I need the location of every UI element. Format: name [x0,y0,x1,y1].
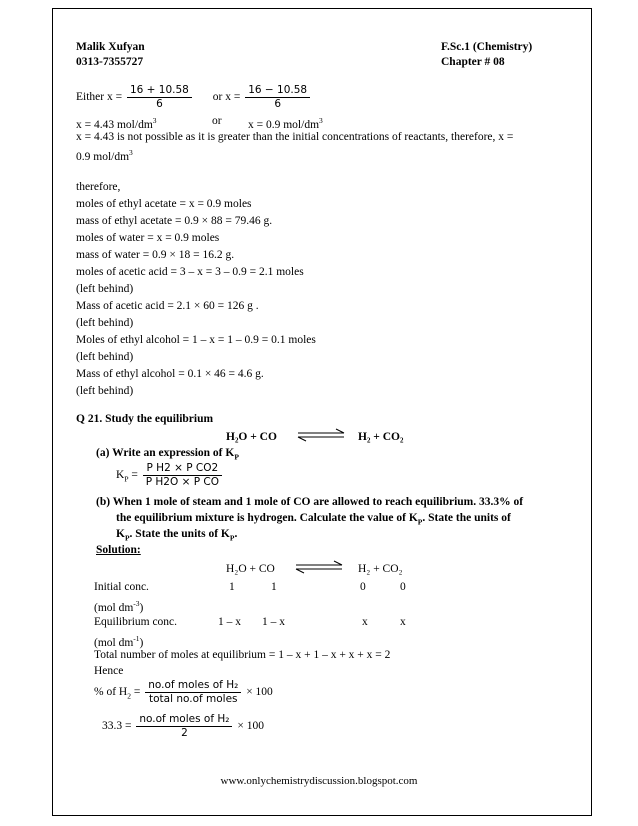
either-label: Either x = [76,91,123,103]
part-a-sub: P [234,452,239,462]
calc-line: moles of ethyl acetate = x = 0.9 moles [76,198,252,210]
calc-line: Mass of ethyl alcohol = 0.1 × 46 = 4.6 g. [76,368,264,380]
equilibrium-value: x [362,616,368,628]
x2-value: x = 0.9 mol/dm [248,118,320,131]
table-eq-left: H₂O + CO [226,563,275,575]
table-eq-right: H₂ + CO₂ [358,563,403,575]
calc-line: (left behind) [76,385,134,397]
initial-value: 1 [229,581,235,593]
kp-sub: P [124,474,129,484]
percent-label: % of H [94,686,128,698]
fraction-1 [127,84,192,111]
x1-exp: 3 [152,116,157,125]
unit-exp: -3 [133,599,140,608]
fraction-2-num: 16 − 10.58 [245,84,310,98]
initial-value: 0 [360,581,366,593]
kp-equals: = [128,469,138,481]
reason-line-2 [76,146,133,164]
reason-line-1: x = 4.43 is not possible as it is greater than the initial concentrations of reactants, therefore, x = [76,131,514,143]
unit-text: (mol dm [94,601,134,614]
footer-url[interactable]: www.onlychemistrydiscussion.blogspot.com [220,775,418,787]
equilibrium-arrow-icon [296,428,346,442]
calc-line: mass of ethyl acetate = 0.9 × 88 = 79.46 g. [76,215,273,227]
initial-value: 0 [400,581,406,593]
calc-line: (left behind) [76,283,134,295]
x-or: or [212,115,222,127]
calc-line: (left behind) [76,351,134,363]
header-chapter: Chapter # 08 [441,56,505,68]
hence-label: Hence [94,665,124,677]
unit-exp: -1 [133,634,140,643]
fraction-1-num: 16 + 10.58 [127,84,192,98]
header-phone: 0313-7355727 [76,56,144,68]
times-100: × 100 [237,720,264,732]
equilibrium-value: 1 – x [218,616,241,628]
solve-line [76,83,312,111]
equilibrium-value: x [400,616,406,628]
reason-exp: 3 [129,148,133,157]
equilibrium-arrow-icon [294,560,344,574]
calc-line: moles of water = x = 0.9 moles [76,232,220,244]
part-b-3-fin: . [234,528,238,540]
part-b-3-end: . State the units of K [129,528,230,540]
calc-line: mass of water = 0.9 × 18 = 16.2 g. [76,249,235,261]
total-moles-line: Total number of moles at equilibrium = 1 – x + 1 – x + x + x = 2 [94,649,391,661]
kp-fraction-den: P H2O × P CO [145,475,219,488]
part-b-2-end: . State the units of [422,512,511,524]
unit-close: ) [139,636,144,649]
calc-line: moles of acetic acid = 3 – x = 3 – 0.9 = 2.1 moles [76,266,304,278]
header-course: F.Sc.1 (Chemistry) [441,41,533,53]
percent-fraction-num: no.of moles of H₂ [145,679,241,693]
part-b-2-text: the equilibrium mixture is hydrogen. Calculate the value of K [116,512,418,524]
percent-equals: = [130,686,141,698]
value-fraction-num: no.of moles of H₂ [136,713,232,727]
kp-fraction [143,462,222,489]
unit-text: (mol dm [94,636,134,649]
calc-line: therefore, [76,181,121,193]
value-fraction-den: 2 [181,726,188,739]
initial-value: 1 [271,581,277,593]
kp-expression [116,461,224,493]
part-b-2-sub: P [417,517,423,527]
calc-line: (left behind) [76,317,134,329]
percent-fraction-den: total no.of moles [148,692,238,705]
calc-line: Mass of acetic acid = 2.1 × 60 = 126 g . [76,300,259,312]
part-b-3-sub: P [124,533,130,543]
value-fraction [136,713,232,740]
percent-h2-line: % of $H_2$ = $\frac{\text{no.of moles of H₂}}{\text{total no.of moles}}$ × 100 [94,678,273,705]
unit-line-1 [94,597,143,615]
q21-title: Q 21. Study the equilibrium [76,413,214,425]
kp-fraction-num: P H2 × P CO2 [143,462,222,476]
or-label: or x = [212,91,241,103]
equilibrium-conc-label: Equilibrium conc. [94,616,178,628]
value-label: 33.3 = [102,720,132,732]
value-line [102,712,264,740]
q21-eq-left: H₂O + CO [226,431,277,443]
kp-symbol: K [116,469,125,481]
fraction-2-den: 6 [274,97,281,110]
percent-fraction [145,679,241,706]
header-author: Malik Xufyan [76,41,145,53]
q21-eq-right: H₂ + CO₂ [358,431,404,443]
x1-value: x = 4.43 mol/dm [76,118,153,131]
part-b-3-sub2: P [229,533,235,543]
solution-heading: Solution: [96,544,141,556]
equilibrium-value: 1 – x [262,616,285,628]
unit-close: ) [139,601,144,614]
part-a-text: (a) Write an expression of K [96,447,235,459]
calc-line: Moles of ethyl alcohol = 1 – x = 1 – 0.9 = 0.1 moles [76,334,316,346]
q21-part-b-1: (b) When 1 mole of steam and 1 mole of CO are allowed to reach equilibrium. 33.3% of [96,496,524,508]
initial-conc-label: Initial conc. [94,581,149,593]
fraction-1-den: 6 [156,97,163,110]
x2-exp: 3 [319,116,323,125]
part-b-3-k: K [116,528,125,540]
reason-value: 0.9 mol/dm [76,150,130,163]
fraction-2 [245,84,310,111]
times-100: × 100 [246,686,273,698]
